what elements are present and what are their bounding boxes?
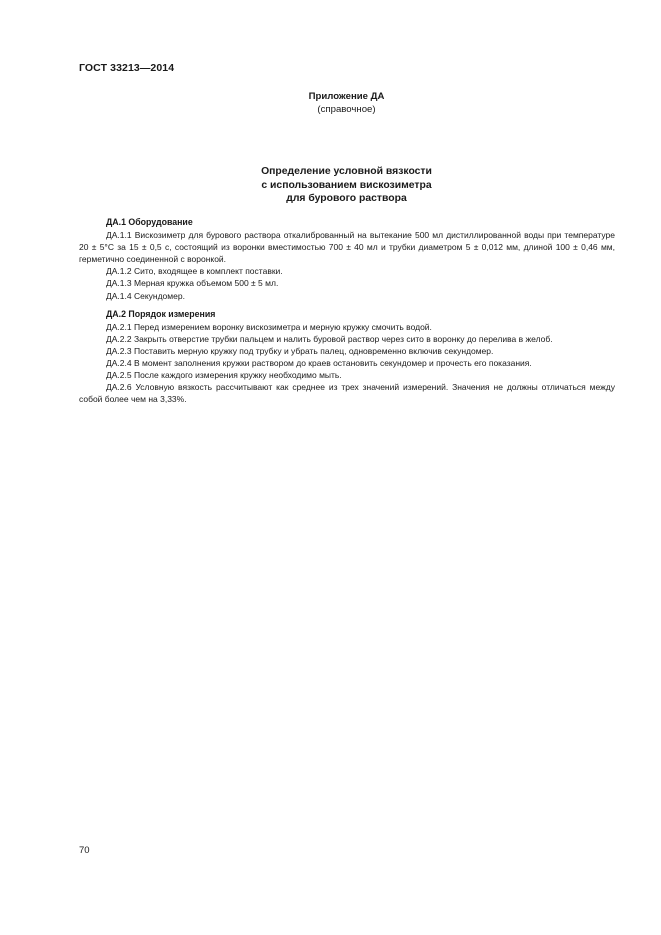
title-line-3: для бурового раствора	[286, 193, 407, 204]
paragraph: ДА.1.3 Мерная кружка объемом 500 ± 5 мл.	[106, 278, 279, 289]
section-equipment	[79, 216, 615, 302]
title-line-2: с использованием вискозиметра	[261, 179, 432, 191]
paragraph: ДА.2.1 Перед измерением воронку вискозиметра и мерную кружку смочить водой.	[106, 321, 432, 332]
page-number: 70	[79, 845, 90, 856]
paragraph: ДА.2.5 После каждого измерения кружку необходимо мыть.	[106, 370, 342, 381]
document-code: ГОСТ 33213—2014	[79, 62, 175, 74]
document-body	[79, 216, 615, 405]
paragraph: ДА.2.4 В момент заполнения кружки раствором до краев остановить секундомер и прочесть его показания.	[106, 358, 532, 369]
appendix-main-title	[0, 165, 661, 206]
paragraph: ДА.1.2 Сито, входящее в комплект поставки.	[106, 266, 283, 277]
paragraph: ДА.2.6 Условную вязкость рассчитывают как среднее из трех значений измерений. Значения не должны отличаться между собой более чем на 3,33%.	[79, 382, 615, 405]
paragraph: ДА.1.1 Вискозиметр для бурового раствора откалиброванный на вытекание 500 мл дистиллированной воды при температуре 20 ± 5°С за 15 ± 0,5 с, состоящий из воронки вместимостью 700 ± 40 мл и трубки диаметром 5 ± 0,012 мм, длиной 100 ± 0,46 мм, герметично соединенной с воронкой.	[79, 230, 615, 265]
appendix-subtitle: (справочное)	[317, 103, 376, 115]
paragraph: ДА.2.3 Поставить мерную кружку под трубку и убрать палец, одновременно включив секундомер.	[106, 345, 494, 356]
paragraph: ДА.2.2 Закрыть отверстие трубки пальцем и налить буровой раствор через сито в воронку до перелива в желоб.	[106, 333, 553, 344]
section-heading: ДА.1 Оборудование	[106, 217, 193, 227]
section-heading: ДА.2 Порядок измерения	[106, 308, 216, 319]
appendix-heading	[0, 91, 661, 116]
title-line-1: Определение условной вязкости	[261, 166, 432, 177]
appendix-title: Приложение ДА	[308, 91, 385, 102]
section-procedure	[79, 308, 615, 406]
paragraph: ДА.1.4 Секундомер.	[106, 290, 185, 301]
